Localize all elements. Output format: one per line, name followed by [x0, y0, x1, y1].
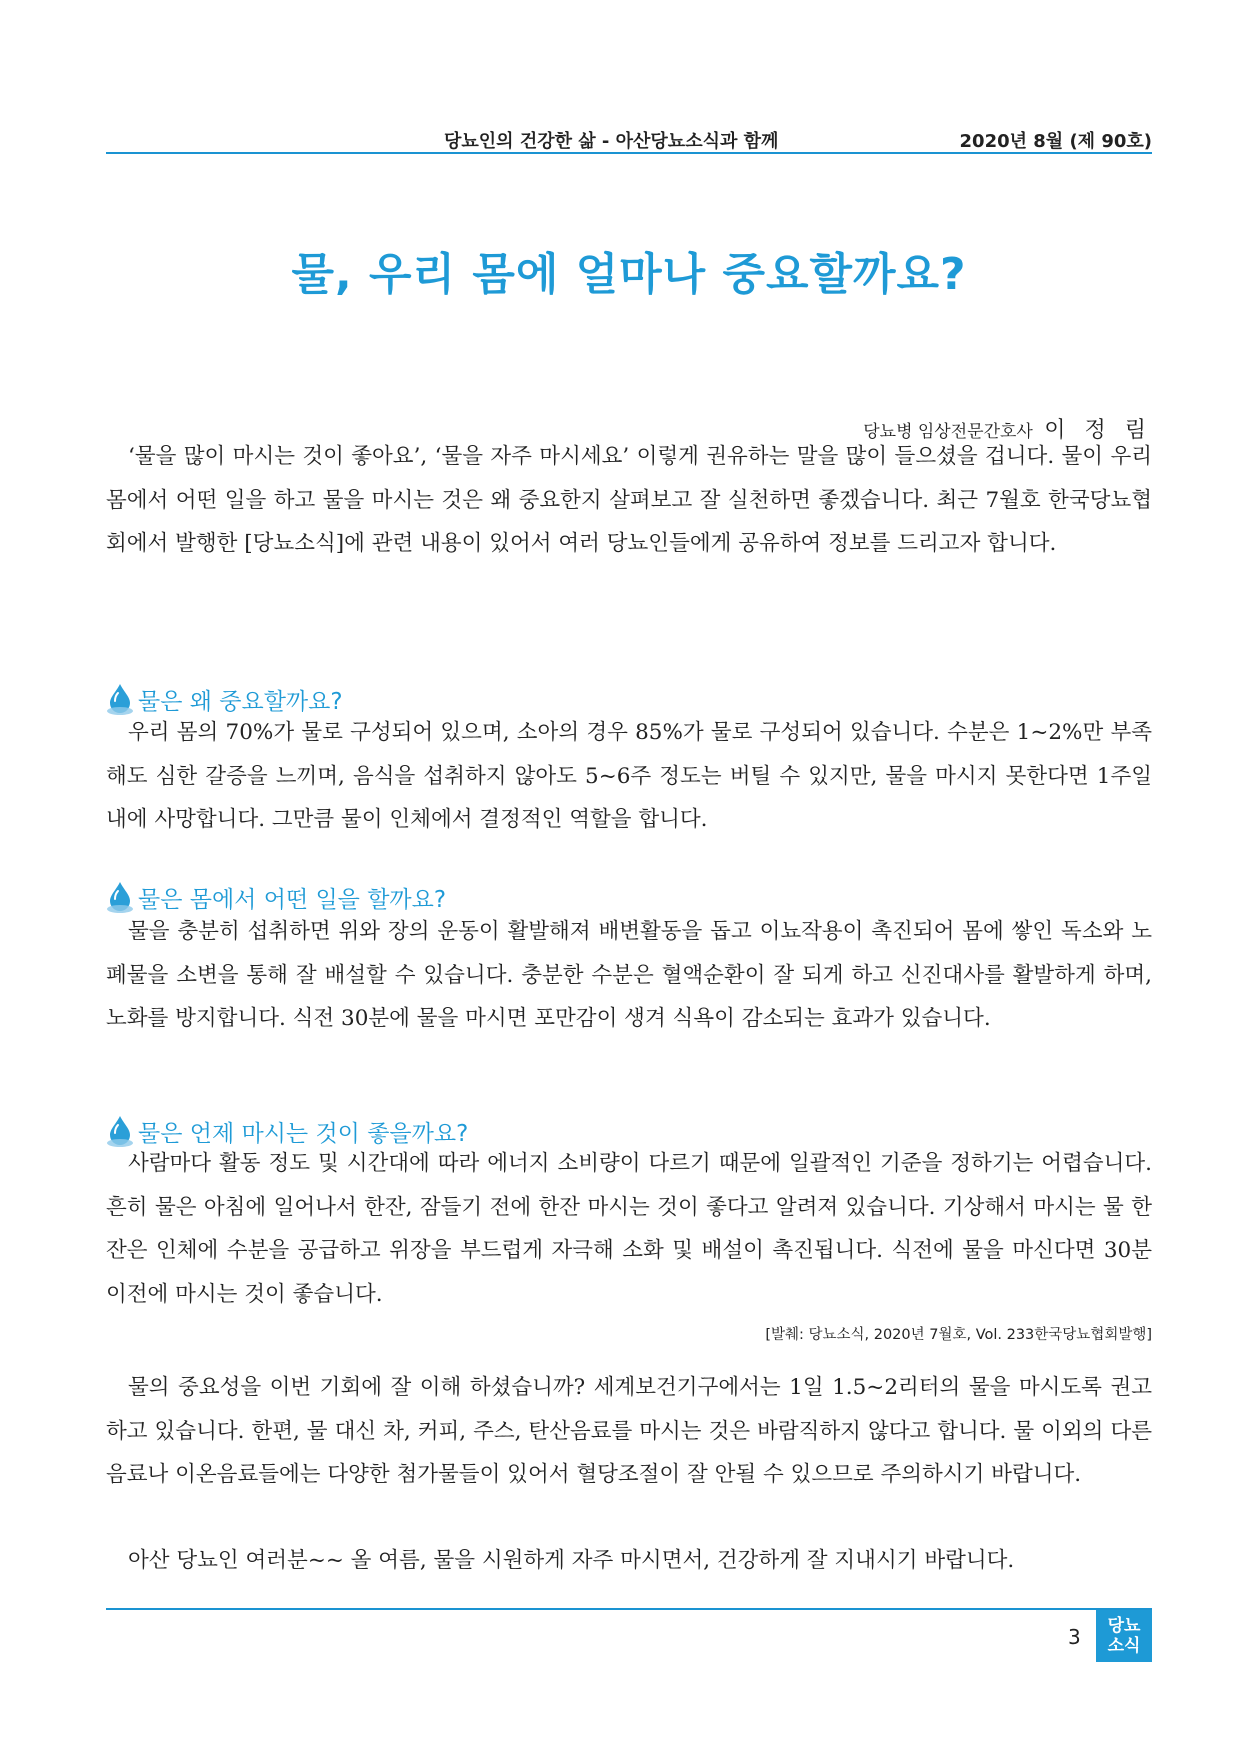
author-role: 당뇨병 임상전문간호사 — [863, 422, 1033, 442]
issue-date: 2020년 8월 (제 90호) — [959, 131, 1152, 152]
section-heading-text: 물은 몸에서 어떤 일을 할까요? — [138, 886, 447, 913]
badge-line-1: 당뇨 — [1107, 1616, 1141, 1636]
section-body-3: 사람마다 활동 정도 및 시간대에 따라 에너지 소비량이 다르기 때문에 일괄적인 기준을 정하기는 어렵습니다. 흔히 물은 아침에 일어나서 한잔, 잠들기 전에 한잔 마시는 것이 좋다고 알려져 있습니다. 기상해서 마시는 물 한잔은 인체에 수분을 공급하고 위장을 부드럽게 자극해 소화 및 배설이 촉진됩니다. 식전에 물을 마신다면 30분 이전에 마시는 것이 좋습니다. — [106, 1151, 1152, 1307]
section-heading-text: 물은 왜 중요할까요? — [138, 688, 343, 715]
header-divider — [106, 152, 1152, 154]
water-drop-icon — [104, 880, 136, 914]
running-header — [106, 127, 1152, 153]
badge-line-2: 소식 — [1107, 1636, 1141, 1656]
author-name: 이 정 림 — [1044, 418, 1152, 443]
farewell-line: 아산 당뇨인 여러분~~ 올 여름, 물을 시원하게 자주 마시면서, 건강하게 잘 지내시기 바랍니다. — [128, 1548, 1015, 1573]
source-citation: [발췌: 당뇨소식, 2020년 7월호, Vol. 233한국당뇨협회발행] — [765, 1327, 1152, 1343]
footer-divider — [106, 1608, 1152, 1610]
newsletter-badge — [1096, 1610, 1152, 1662]
article-title: 물, 우리 몸에 얼마나 중요할까요? — [291, 249, 967, 300]
section-body-2: 물을 충분히 섭취하면 위와 장의 운동이 활발해져 배변활동을 돕고 이뇨작용이 촉진되어 몸에 쌓인 독소와 노폐물을 소변을 통해 잘 배설할 수 있습니다. 충분한 수분은 혈액순환이 잘 되게 하고 신진대사를 활발하게 하며, 노화를 방지합니다. 식전 30분에 물을 마시면 포만감이 생겨 식욕이 감소되는 효과가 있습니다. — [106, 919, 1152, 1031]
intro-paragraph: ‘물을 많이 마시는 것이 좋아요’, ‘물을 자주 마시세요’ 이렇게 권유하는 말을 많이 들으셨을 겁니다. 물이 우리 몸에서 어떤 일을 하고 물을 마시는 것은 왜 중요한지 살펴보고 잘 실천하면 좋겠습니다. 최근 7월호 한국당뇨협회에서 발행한 [당뇨소식]에 관련 내용이 있어서 여러 당뇨인들에게 공유하여 정보를 드리고자 합니다. — [106, 444, 1152, 556]
publication-title: 당뇨인의 건강한 삶 - 아산당뇨소식과 함께 — [444, 131, 779, 152]
closing-paragraph: 물의 중요성을 이번 기회에 잘 이해 하셨습니까? 세계보건기구에서는 1일 1.5~2리터의 물을 마시도록 권고하고 있습니다. 한편, 물 대신 차, 커피, 주스, 탄산음료를 마시는 것은 바람직하지 않다고 합니다. 물 이외의 다른 음료나 이온음료들에는 다양한 첨가물들이 있어서 혈당조절이 잘 안될 수 있으므로 주의하시기 바랍니다. — [106, 1375, 1152, 1487]
section-heading-2 — [104, 880, 446, 914]
page-number: 3 — [1068, 1625, 1081, 1649]
section-body-1: 우리 몸의 70%가 물로 구성되어 있으며, 소아의 경우 85%가 물로 구성되어 있습니다. 수분은 1~2%만 부족해도 심한 갈증을 느끼며, 음식을 섭취하지 않아도 5~6주 정도는 버틸 수 있지만, 물을 마시지 못한다면 1주일 내에 사망합니다. 그만큼 물이 인체에서 결정적인 역할을 합니다. — [106, 720, 1152, 832]
section-heading-text: 물은 언제 마시는 것이 좋을까요? — [138, 1120, 469, 1147]
